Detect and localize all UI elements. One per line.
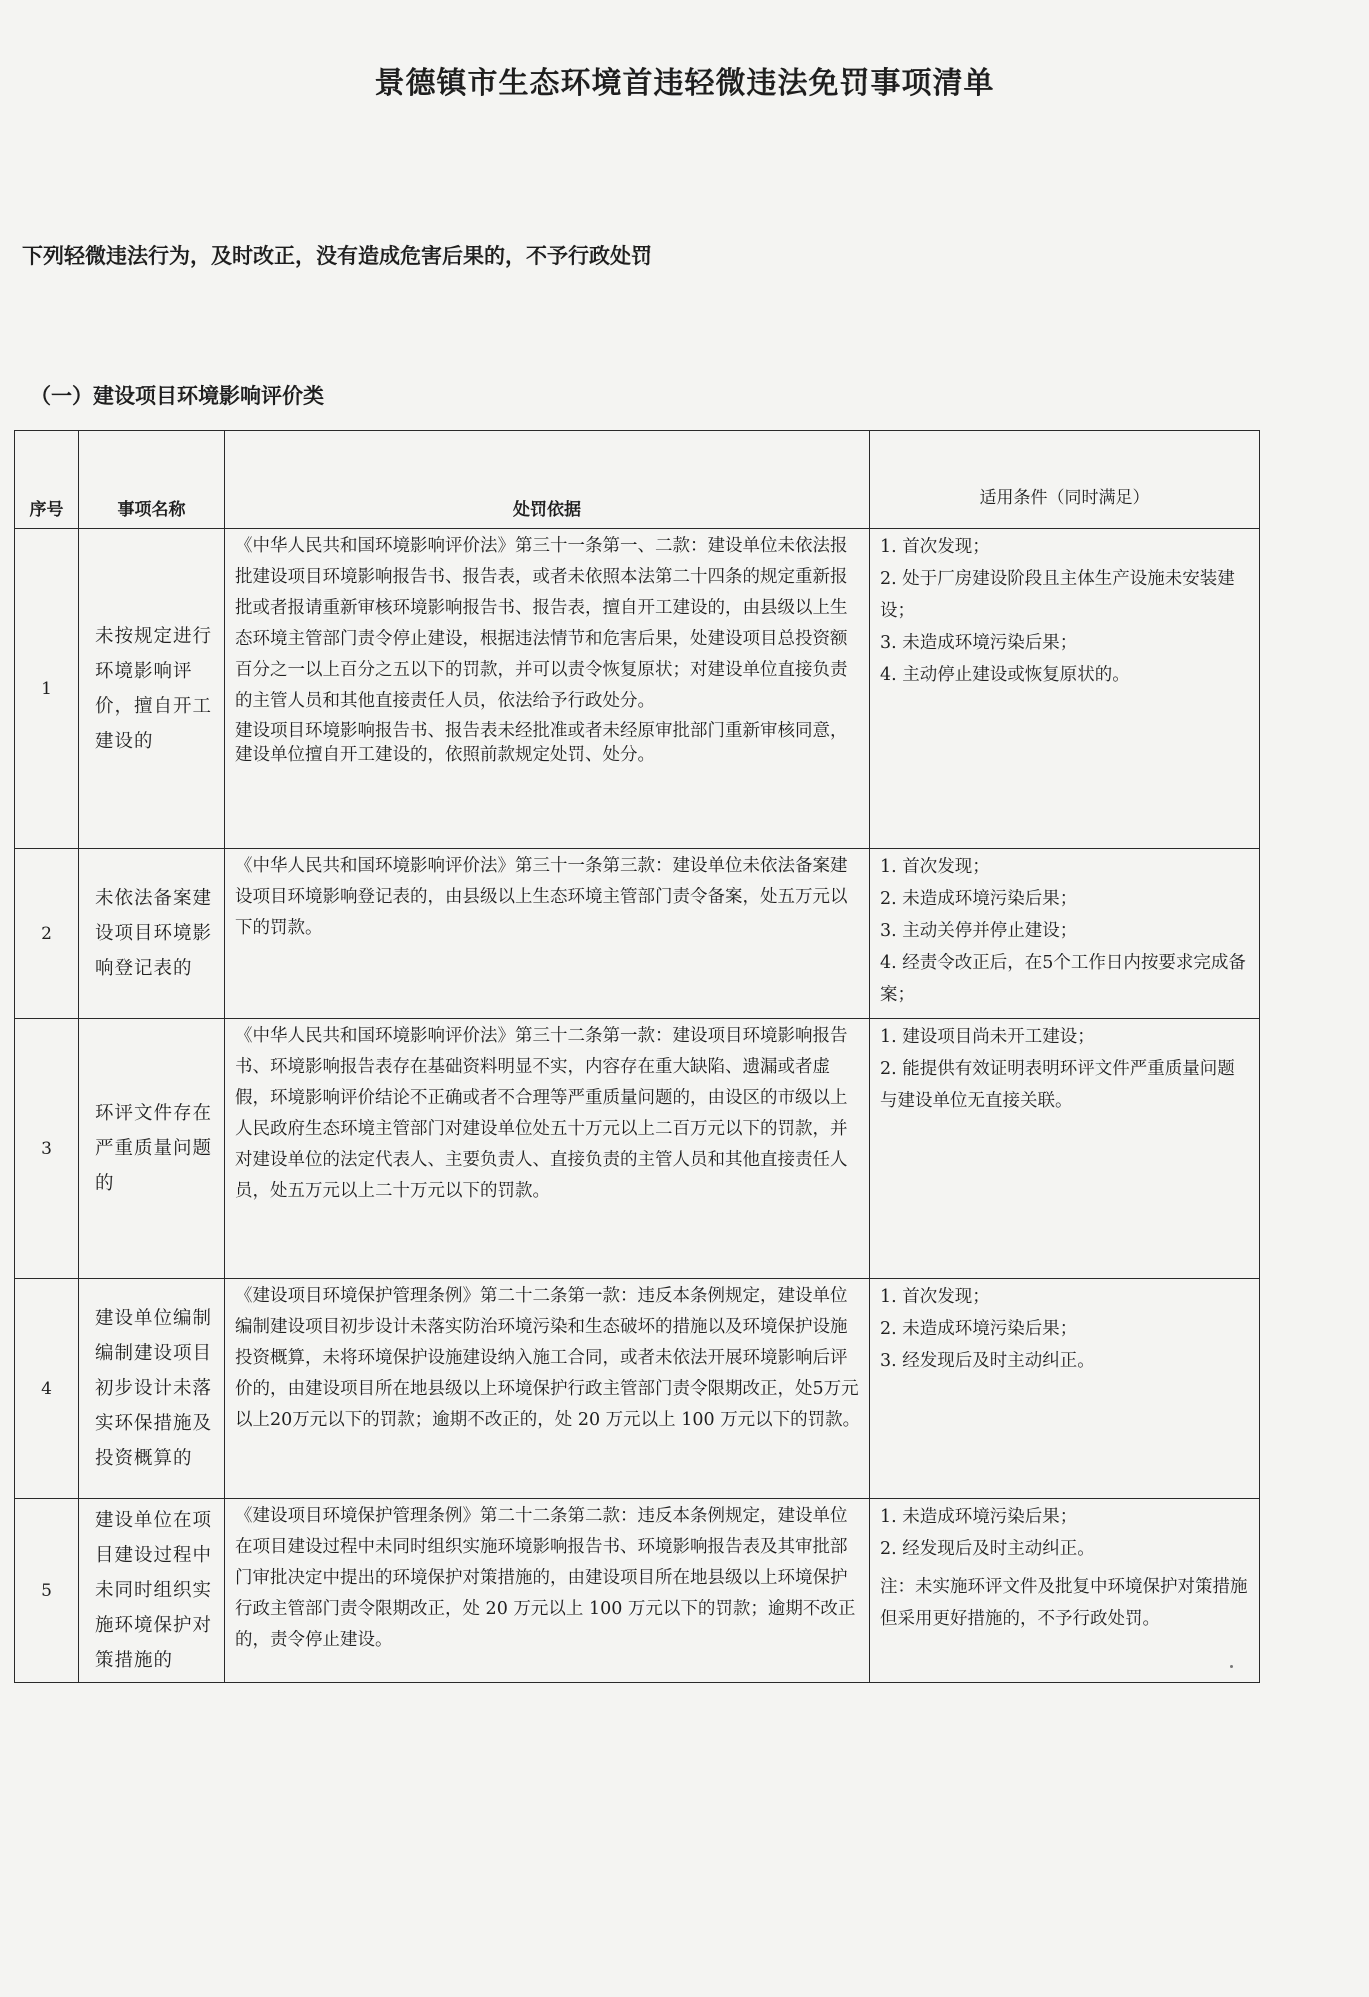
basis-paragraph: 建设项目环境影响报告书、报告表未经批准或者未经原审批部门重新审核同意，建设单位擅自开工建设的，依照前款规定处罚、处分。 <box>235 721 848 765</box>
item-name: 建设单位编制编制建设项目初步设计未落实环保措施及投资概算的 <box>79 1279 225 1499</box>
applicable-conditions <box>870 1279 1260 1499</box>
table-row <box>15 1019 1260 1279</box>
intro-statement: 下列轻微违法行为，及时改正，没有造成危害后果的，不予行政处罚 <box>22 244 652 268</box>
condition-item: 1. 建设项目尚未开工建设； <box>880 1027 1095 1047</box>
basis-paragraph: 《中华人民共和国环境影响评价法》第三十二条第一款：建设项目环境影响报告书、环境影响报告表存在基础资料明显不实，内容存在重大缺陷、遗漏或者虚假，环境影响评价结论不正确或者不合理等严重质量问题的，由设区的市级以上人民政府生态环境主管部门对建设单位处五十万元以上二百万元以下的罚款，并对建设单位的法定代表人、主要负责人、直接负责的主管人员和其他直接责任人员，处五万元以上二十万元以下的罚款。 <box>235 1026 848 1201</box>
table-row <box>15 1279 1260 1499</box>
basis-paragraph: 《中华人民共和国环境影响评价法》第三十一条第一、二款：建设单位未依法报批建设项目环境影响报告书、报告表，或者未依照本法第二十四条的规定重新报批或者报请重新审核环境影响报告书、报告表，擅自开工建设的，由县级以上生态环境主管部门责令停止建设，根据违法情节和危害后果，处建设项目总投资额百分之一以上百分之五以下的罚款，并可以责令恢复原状；对建设单位直接负责的主管人员和其他直接责任人员，依法给予行政处分。 <box>235 536 848 711</box>
basis-paragraph: 《中华人民共和国环境影响评价法》第三十一条第三款：建设单位未依法备案建设项目环境影响登记表的，由县级以上生态环境主管部门责令备案，处五万元以下的罚款。 <box>235 856 848 938</box>
applicable-conditions <box>870 529 1260 849</box>
applicable-conditions <box>870 1019 1260 1279</box>
condition-item: 1. 首次发现； <box>880 1287 990 1307</box>
applicable-conditions <box>870 1499 1260 1683</box>
row-number: 5 <box>15 1499 79 1683</box>
condition-item: 2. 处于厂房建设阶段且主体生产设施未安装建设； <box>880 569 1235 621</box>
condition-item: 3. 主动关停并停止建设； <box>880 921 1078 941</box>
table-row <box>15 1499 1260 1683</box>
condition-item: 3. 经发现后及时主动纠正。 <box>880 1351 1095 1371</box>
condition-item: 2. 经发现后及时主动纠正。 <box>880 1539 1095 1559</box>
section-heading: （一）建设项目环境影响评价类 <box>30 384 324 408</box>
penalty-basis <box>225 1019 870 1279</box>
row-number: 1 <box>15 529 79 849</box>
item-name: 未依法备案建设项目环境影响登记表的 <box>79 849 225 1019</box>
applicable-conditions <box>870 849 1260 1019</box>
item-name: 环评文件存在严重质量问题的 <box>79 1019 225 1279</box>
condition-item: 4. 经责令改正后，在5个工作日内按要求完成备案； <box>880 953 1246 1005</box>
basis-paragraph: 《建设项目环境保护管理条例》第二十二条第一款：违反本条例规定，建设单位编制建设项目初步设计未落实防治环境污染和生态破坏的措施以及环境保护设施投资概算，未将环境保护设施建设纳入施工合同，或者未依法开展环境影响后评价的，由建设项目所在地县级以上环境保护行政主管部门责令限期改正，处5万元以上20万元以下的罚款；逾期不改正的，处 20 万元以上 100 万元以下的罚款。 <box>235 1286 861 1430</box>
header-name: 事项名称 <box>79 431 225 529</box>
item-name: 未按规定进行环境影响评价，擅自开工建设的 <box>79 529 225 849</box>
condition-item: 1. 首次发现； <box>880 537 990 557</box>
page-title: 景德镇市生态环境首违轻微违法免罚事项清单 <box>374 66 995 101</box>
item-name: 建设单位在项目建设过程中未同时组织实施环境保护对策措施的 <box>79 1499 225 1683</box>
header-conditions: 适用条件（同时满足） <box>870 431 1260 529</box>
penalty-basis <box>225 1279 870 1499</box>
condition-item: 2. 能提供有效证明表明环评文件严重质量问题与建设单位无直接关联。 <box>880 1059 1235 1111</box>
row-number: 4 <box>15 1279 79 1499</box>
row-number: 2 <box>15 849 79 1019</box>
header-no: 序号 <box>15 431 79 529</box>
condition-item: 4. 主动停止建设或恢复原状的。 <box>880 665 1130 685</box>
basis-paragraph: 《建设项目环境保护管理条例》第二十二条第二款：违反本条例规定，建设单位在项目建设过程中未同时组织实施环境影响报告书、环境影响报告表及其审批部门审批决定中提出的环境保护对策措施的，由建设项目所在地县级以上环境保护行政主管部门责令限期改正，处 20 万元以上 100 万元以下的罚款；逾期不改正的，责令停止建设。 <box>235 1506 856 1650</box>
condition-item: 2. 未造成环境污染后果； <box>880 1319 1078 1339</box>
condition-item: 3. 未造成环境污染后果； <box>880 633 1078 653</box>
penalty-basis <box>225 529 870 849</box>
row-number: 3 <box>15 1019 79 1279</box>
penalty-basis <box>225 849 870 1019</box>
table-header-row <box>15 431 1260 529</box>
condition-item: 1. 未造成环境污染后果； <box>880 1507 1078 1527</box>
condition-item: 2. 未造成环境污染后果； <box>880 889 1078 909</box>
scan-dot <box>1230 1665 1233 1668</box>
condition-note: 注：未实施环评文件及批复中环境保护对策措施但采用更好措施的，不予行政处罚。 <box>880 1577 1248 1629</box>
header-basis: 处罚依据 <box>225 431 870 529</box>
table-row <box>15 529 1260 849</box>
penalty-basis <box>225 1499 870 1683</box>
exemption-table <box>14 430 1260 1683</box>
table-row <box>15 849 1260 1019</box>
condition-item: 1. 首次发现； <box>880 857 990 877</box>
